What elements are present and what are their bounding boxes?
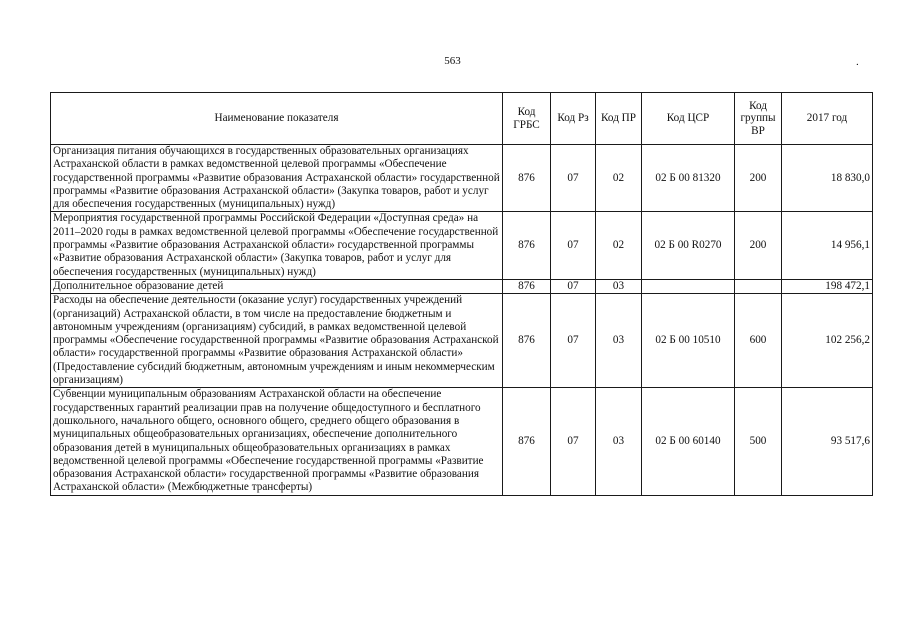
table-header-row: [51, 93, 873, 145]
row-pr: 03: [596, 294, 642, 388]
row-name: Субвенции муниципальным образованиям Астраханской области на обеспечение государственных гарантий реализации прав на получение общедоступного и бесплатного дошкольного, начального общего, основного общего, среднего общего образования в муниципальных общеобразовательных организациях, обеспечение дополнительного образования детей в муниципальных общеобразовательных организациях в рамках ведомственной целевой программы «Обеспечение государственной программы «Развитие образования Астраханской области» государственной программы «Развитие образования Астраханской области» (Межбюджетные трансферты): [51, 388, 503, 495]
row-csr: 02 Б 00 81320: [642, 145, 735, 212]
row-csr: [642, 279, 735, 293]
row-rz: 07: [551, 294, 596, 388]
row-grbs: 876: [503, 279, 551, 293]
row-vr: 200: [735, 145, 782, 212]
row-rz: 07: [551, 145, 596, 212]
row-pr: 03: [596, 279, 642, 293]
header-grbs: Код ГРБС: [503, 93, 551, 145]
header-name: Наименование показателя: [51, 93, 503, 145]
row-amount: 102 256,2: [782, 294, 873, 388]
row-grbs: 876: [503, 388, 551, 495]
row-name: Организация питания обучающихся в государственных образовательных организациях Астраханской области в рамках ведомственной целевой программы «Обеспечение государственной программы «Развитие образования Астраханской области» государственной программы «Развитие образования Астраханской области» (Закупка товаров, работ и услуг для обеспечения государственных (муниципальных) нужд): [51, 145, 503, 212]
row-name: Мероприятия государственной программы Российской Федерации «Доступная среда» на 2011–2020 годы в рамках ведомственной целевой программы «Обеспечение государственной программы «Развитие образования Астраханской области» государственной программы «Развитие образования Астраханской области» (Закупка товаров, работ и услуг для обеспечения государственных (муниципальных) нужд): [51, 212, 503, 279]
row-amount: 14 956,1: [782, 212, 873, 279]
row-pr: 02: [596, 145, 642, 212]
header-csr: Код ЦСР: [642, 93, 735, 145]
table-row: [51, 294, 873, 388]
row-csr: 02 Б 00 60140: [642, 388, 735, 495]
page-number: 563: [444, 55, 461, 67]
header-year: 2017 год: [782, 93, 873, 145]
row-pr: 03: [596, 388, 642, 495]
row-amount: 198 472,1: [782, 279, 873, 293]
table-row: [51, 279, 873, 293]
row-vr: 500: [735, 388, 782, 495]
row-rz: 07: [551, 388, 596, 495]
row-rz: 07: [551, 212, 596, 279]
row-name: Расходы на обеспечение деятельности (оказание услуг) государственных учреждений (организаций) Астраханской области, в том числе на предоставление бюджетным и автономным учреждениям (организациям) субсидий, в рамках ведомственной целевой программы «Обеспечение государственной программы «Развитие образования Астраханской области» государственной программы «Развитие образования Астраханской области» (Предоставление субсидий бюджетным, автономным учреждениям и иным некоммерческим организациям): [51, 294, 503, 388]
table-row: [51, 145, 873, 212]
row-grbs: 876: [503, 212, 551, 279]
row-amount: 93 517,6: [782, 388, 873, 495]
row-rz: 07: [551, 279, 596, 293]
header-rz: Код Рз: [551, 93, 596, 145]
row-name: Дополнительное образование детей: [51, 279, 503, 293]
table-row: [51, 388, 873, 495]
row-amount: 18 830,0: [782, 145, 873, 212]
corner-mark: .: [856, 56, 859, 68]
row-csr: 02 Б 00 10510: [642, 294, 735, 388]
row-vr: [735, 279, 782, 293]
row-grbs: 876: [503, 294, 551, 388]
row-grbs: 876: [503, 145, 551, 212]
row-csr: 02 Б 00 R0270: [642, 212, 735, 279]
table-row: [51, 212, 873, 279]
row-vr: 600: [735, 294, 782, 388]
header-vr: Код группы ВР: [735, 93, 782, 145]
header-pr: Код ПР: [596, 93, 642, 145]
row-vr: 200: [735, 212, 782, 279]
row-pr: 02: [596, 212, 642, 279]
budget-table: [50, 92, 873, 496]
